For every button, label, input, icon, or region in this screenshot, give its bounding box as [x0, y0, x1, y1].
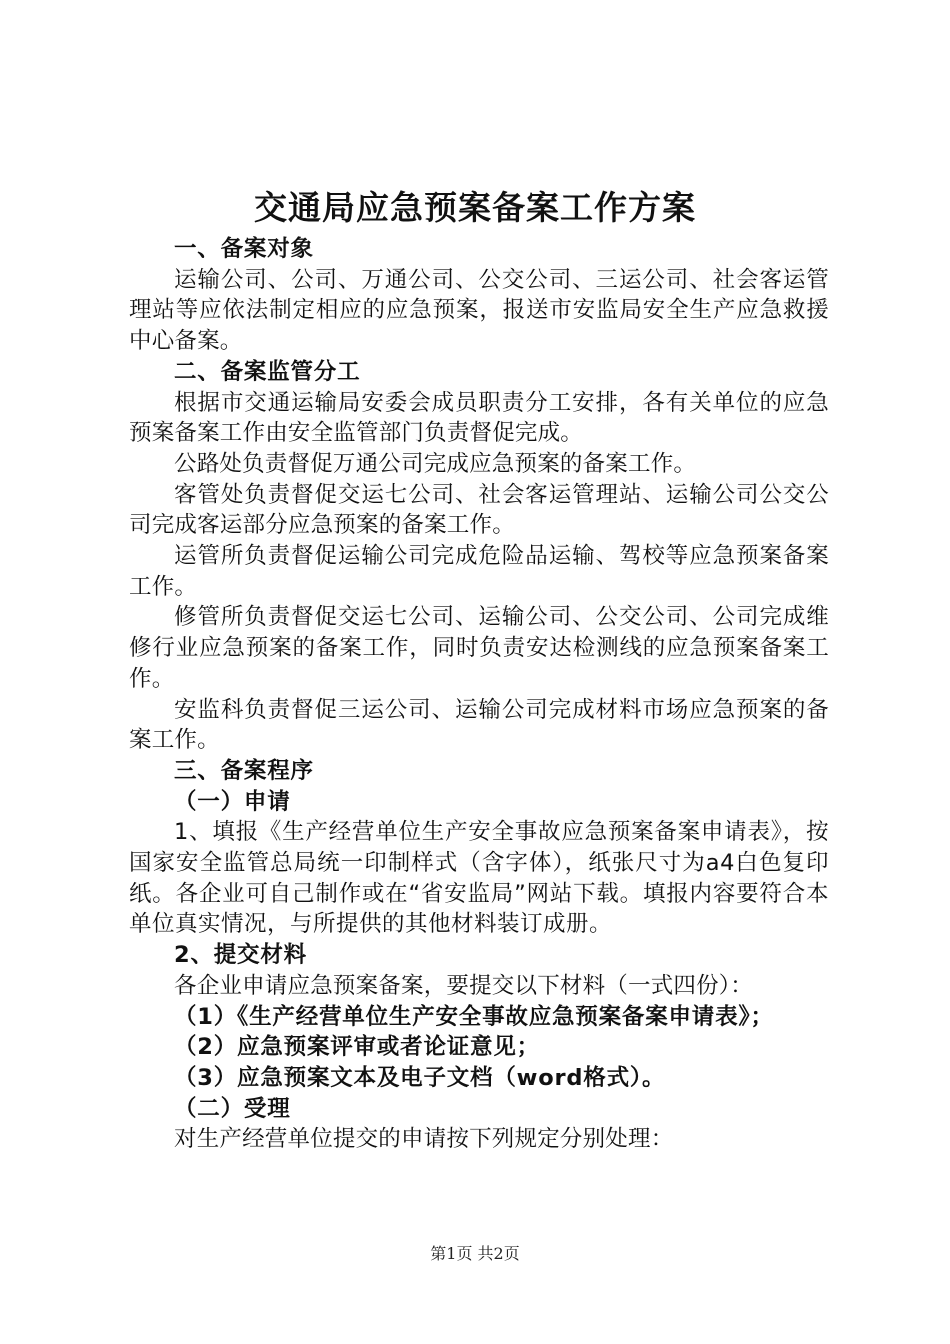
body-paragraph: 客管处负责督促交运七公司、社会客运管理站、运输公司公交公司完成客运部分应急预案的备案工作。 [129, 481, 829, 539]
body-paragraph: 公路处负责督促万通公司完成应急预案的备案工作。 [174, 450, 697, 477]
body-paragraph: （3）应急预案文本及电子文档（word格式）。 [174, 1064, 666, 1091]
body-paragraph: 安监科负责督促三运公司、运输公司完成材料市场应急预案的备案工作。 [129, 696, 829, 754]
document-title: 交通局应急预案备案工作方案 [254, 188, 696, 227]
section-heading: 三、备案程序 [174, 757, 314, 784]
page-footer: 第1页 共2页 [430, 1244, 520, 1263]
body-paragraph: 1、填报《生产经营单位生产安全事故应急预案备案申请表》，按国家安全监管总局统一印制样式（含字体），纸张尺寸为a4白色复印纸。各企业可自己制作或在“省安监局”网站下载。填报内容要符合本单位真实情况，与所提供的其他材料装订成册。 [129, 819, 829, 938]
body-paragraph: 对生产经营单位提交的申请按下列规定分别处理： [174, 1126, 674, 1153]
section-heading: 2、提交材料 [174, 942, 307, 969]
body-paragraph: （2）应急预案评审或者论证意见； [174, 1034, 540, 1061]
body-paragraph: 修管所负责督促交运七公司、运输公司、公交公司、公司完成维修行业应急预案的备案工作，同时负责安达检测线的应急预案备案工作。 [129, 604, 829, 692]
document-body [129, 234, 829, 1155]
section-heading: 二、备案监管分工 [174, 358, 361, 385]
body-paragraph: 运输公司、公司、万通公司、公交公司、三运公司、社会客运管理站等应依法制定相应的应急预案，报送市安监局安全生产应急救援中心备案。 [129, 266, 829, 355]
body-paragraph: （1）《生产经营单位生产安全事故应急预案备案申请表》； [174, 1003, 774, 1030]
body-paragraph: 运管所负责督促运输公司完成危险品运输、驾校等应急预案备案工作。 [129, 543, 829, 600]
section-heading: 一、备案对象 [174, 236, 314, 262]
section-heading: （一）申请 [174, 788, 291, 815]
body-paragraph: 各企业申请应急预案备案，要提交以下材料（一式四份）： [174, 972, 753, 999]
section-heading: （二）受理 [174, 1095, 291, 1122]
body-paragraph: 根据市交通运输局安委会成员职责分工安排，各有关单位的应急预案备案工作由安全监管部门负责督促完成。 [129, 389, 829, 447]
